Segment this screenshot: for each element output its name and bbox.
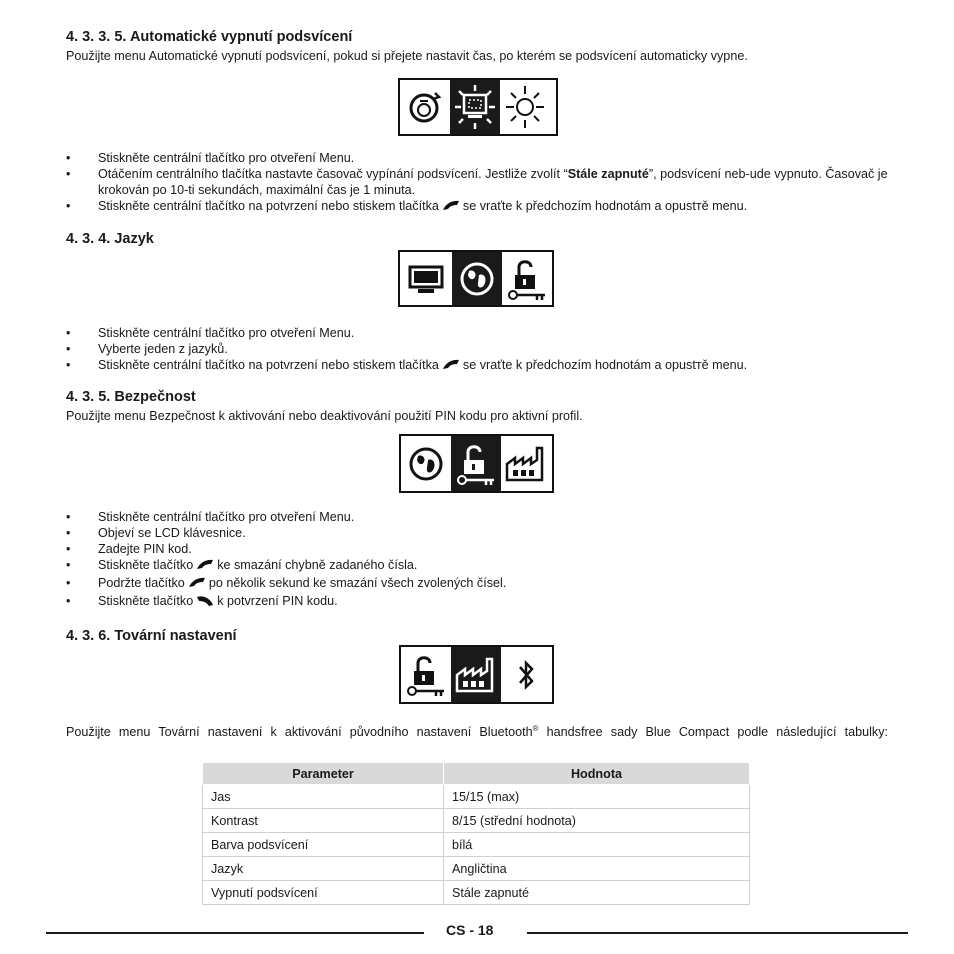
monitor-icon [400,252,452,305]
lcd-menu-security [399,434,554,493]
bluetooth-icon [501,647,551,702]
bullet-list-language [66,325,888,375]
table-row [203,857,750,881]
lock-key-icon [401,647,451,702]
section-intro-factory-settings-line1: Použijte menu Tovární nastavení k aktivování původního nastavení Bluetooth® handsfree sady Blue Compact podle následující tabulky: [66,724,888,740]
section-heading-security: 4. 3. 5. Bezpečnost [66,389,196,405]
section-heading-auto-backlight: 4. 3. 3. 5. Automatické vypnutí podsvícení [66,29,353,45]
factory-icon [451,647,501,702]
lcd-menu-language [398,250,554,307]
sun-icon [500,80,550,134]
list-item: • Podržte tlačítko po několik sekund ke smazání všech zvolených čísel. [66,575,888,593]
table-header-value: Hodnota [444,763,750,785]
footer-rule-right [527,932,908,934]
table-cell: Jas [203,785,444,809]
table-cell: Stále zapnuté [444,881,750,905]
table-cell: bílá [444,833,750,857]
list-item: • Stiskněte centrální tlačítko pro otveření Menu. [66,325,888,341]
factory-settings-table [202,762,750,905]
table-row [203,785,750,809]
table-cell: Barva podsvícení [203,833,444,857]
table-cell: Angličtina [444,857,750,881]
bullet-list-auto-backlight [66,150,888,216]
globe-icon [401,436,451,491]
lcd-menu-auto-backlight [398,78,558,136]
table-row [203,809,750,833]
table-cell: 8/15 (střední hodnota) [444,809,750,833]
list-item: • Zadejte PIN kod. [66,541,888,557]
table-row [203,881,750,905]
phone-hangup-icon [442,359,460,375]
phone-hangup-icon [196,559,214,575]
table-row [203,833,750,857]
list-item: • Otáčením centrálního tlačítka nastavte časovač vypínání podsvícení. Jestliže zvolít “Stále zapnuté”, podsvícení neb-ude vypnuto. Časovač je krokován po 10-ti sekundách, maximální čas je 1 minuta. [66,166,888,198]
page-number: CS - 18 [446,922,494,938]
footer-rule-left [46,932,424,934]
bullet-list-security [66,509,888,611]
list-item: • Stiskněte centrální tlačítko na potvrzení nebo stiskem tlačítka se vraťte k předchozím hodnotám a opustтě menu. [66,357,888,375]
list-item: • Vyberte jeden z jazyků. [66,341,888,357]
table-header-parameter: Parameter [203,763,444,785]
table-cell: Jazyk [203,857,444,881]
table-header-row [203,763,750,785]
section-heading-language: 4. 3. 4. Jazyk [66,231,154,247]
phone-answer-icon [196,595,214,611]
section-heading-factory-settings: 4. 3. 6. Tovární nastavení [66,628,237,644]
list-item: • Stiskněte centrální tlačítko pro otveření Menu. [66,150,888,166]
lock-key-icon [451,436,501,491]
section-intro-auto-backlight: Použijte menu Automatické vypnutí podsvícení, pokud si přejete nastavit čas, po kterém se podsvícení automaticky vypne. [66,49,748,63]
phone-hangup-icon [188,577,206,593]
screen-backlight-icon [450,80,500,134]
table-cell: Kontrast [203,809,444,833]
table-cell: Vypnutí podsvícení [203,881,444,905]
table-cell: 15/15 (max) [444,785,750,809]
list-item: • Stiskněte centrální tlačítko pro otveření Menu. [66,509,888,525]
phone-hangup-icon [442,200,460,216]
factory-icon [501,436,551,491]
lock-key-icon [502,252,552,305]
list-item: • Stiskněte tlačítko ke smazání chybně zadaného čísla. [66,557,888,575]
brightness-timer-icon [400,80,450,134]
lcd-menu-factory-settings [399,645,554,704]
globe-icon [452,252,502,305]
list-item: • Stiskněte centrální tlačítko na potvrzení nebo stiskem tlačítka se vraťte k předchozím hodnotám a opustтě menu. [66,198,888,216]
list-item: • Objeví se LCD klávesnice. [66,525,888,541]
list-item: • Stiskněte tlačítko k potvrzení PIN kodu. [66,593,888,611]
section-intro-security: Použijte menu Bezpečnost k aktivování nebo deaktivování použití PIN kodu pro aktivní profil. [66,409,583,423]
